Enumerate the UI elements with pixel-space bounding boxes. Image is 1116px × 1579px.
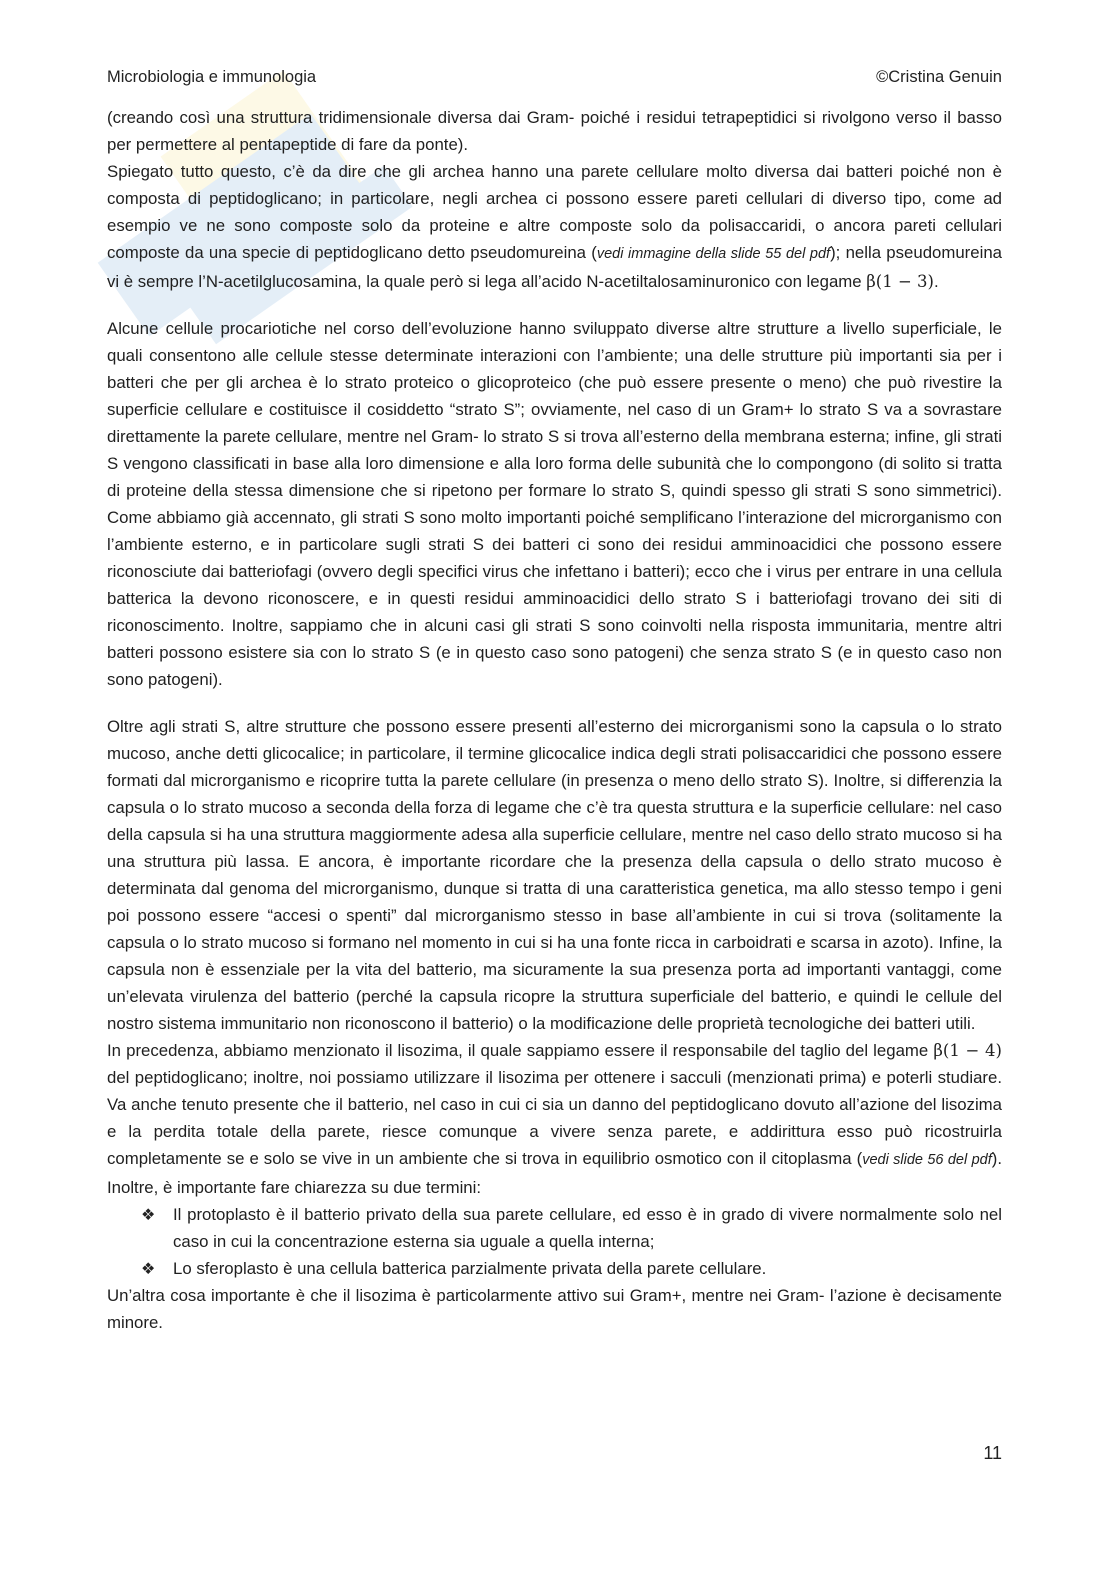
list-item-text: Il protoplasto è il batterio privato della sua parete cellulare, ed esso è in grado di vivere normalmente solo nel caso in cui la concentrazione esterna sia uguale a quella interna; bbox=[173, 1205, 1002, 1251]
paragraph-strato-s: Alcune cellule procariotiche nel corso dell’evoluzione hanno sviluppato diverse altre strutture a livello superficiale, le quali consentono alle cellule stesse determinate interazioni con l’ambiente; una delle strutture più importanti sia per i batteri che per gli archea è lo strato proteico o glicoproteico (che può essere presente o meno) che può rivestire la superficie cellulare e costituisce il cosiddetto “strato S”; ovviamente, nel caso di un Gram+ lo strato S va a sovrastare direttamente la parete cellulare, mentre nel Gram- lo strato S si trova all’esterno della membrana esterna; infine, gli strati S vengono classificati in base alla loro dimensione e alla loro forma delle subunità che lo compongono (di solito si tratta di proteine della stessa dimensione che si ripetono per formare lo strato S, quindi spesso gli strati S sono simmetrici). Come abbiamo già accennato, gli strati S sono molto importanti poiché semplificano l’interazione del microrganismo con l’ambiente esterno, e in particolare sugli strati S dei batteri ci sono dei residui amminoacidici che possono essere riconosciute dai batteriofagi (ovvero degli specifici virus che infettano i batteri); ecco che i virus per entrare in una cellula batterica la devono riconoscere, e in questi residui amminoacidici dello strato S i batteriofagi trovano dei siti di riconoscimento. Inoltre, sappiamo che in alcuni casi gli strati S sono coinvolti nella risposta immunitaria, mentre altri batteri possono esistere sia con lo strato S (e in questo caso sono patogeni) che senza strato S (e in questo caso non sono patogeni). bbox=[107, 319, 1002, 689]
paragraph-archea-text-2: ); nella pseudomureina vi è sempre l’N-acetilglucosamina, la quale però si lega all’acido N-acetiltalosaminuronico con legame bbox=[107, 243, 1002, 291]
formula-beta-1-4: β(1 − 4) bbox=[933, 1041, 1002, 1060]
paragraph-gap bbox=[107, 693, 1002, 713]
paragraph-lisozima-end: ). Inoltre, è importante fare chiarezza su due termini: bbox=[107, 1149, 1002, 1197]
slide-reference: vedi immagine della slide 55 del pdf bbox=[596, 246, 831, 262]
page-body bbox=[107, 104, 1002, 1336]
list-item bbox=[107, 1255, 1002, 1282]
paragraph-conclusion: Un’altra cosa importante è che il lisozima è particolarmente attivo sui Gram+, mentre nei Gram- l’azione è decisamente minore. bbox=[107, 1286, 1002, 1332]
paragraph-lisozima-text-2: del peptidoglicano; inoltre, noi possiamo utilizzare il lisozima per ottenere i sacculi (menzionati prima) e poterli studiare. Va anche tenuto presente che il batterio, nel caso in cui ci sia un danno del peptidoglicano dovuto all’azione del lisozima e la perdita totale della parete, riesce comunque a vivere senza parete, e addirittura esso può ricostruirla completamente se e solo se vive in un ambiente che si trova in equilibrio osmotico con il citoplasma ( bbox=[107, 1068, 1002, 1168]
paragraph-lisozima-text: In precedenza, abbiamo menzionato il lisozima, il quale sappiamo essere il responsabile del taglio del legame bbox=[107, 1041, 934, 1060]
paragraph-archea-text: Spiegato tutto questo, c’è da dire che gli archea hanno una parete cellulare molto diversa dai batteri poiché non è composta di peptidoglicano; in particolare, negli archea ci possono essere pareti cellulari di diverso tipo, come ad esempio ve ne sono composte solo da proteine e altre composte solo da polisaccaridi, o ancora pareti cellulari composte da una specie di peptidoglicano detto pseudomureina ( bbox=[107, 162, 1002, 262]
diamond-bullet-icon: ❖ bbox=[141, 1205, 156, 1224]
list-item bbox=[107, 1201, 1002, 1255]
paragraph-archea-end: . bbox=[934, 272, 939, 291]
list-item-text: Lo sferoplasto è una cellula batterica parzialmente privata della parete cellulare. bbox=[173, 1259, 767, 1278]
header-course-title: Microbiologia e immunologia bbox=[107, 68, 317, 86]
definition-list bbox=[107, 1201, 1002, 1282]
header-author: ©Cristina Genuin bbox=[876, 68, 1002, 86]
paragraph-glicocalice: Oltre agli strati S, altre strutture che possono essere presenti all’esterno dei microrganismi sono la capsula o lo strato mucoso, anche detti glicocalice; in particolare, il termine glicocalice indica degli strati polisaccaridici che possono essere formati dal microrganismo e ricoprire tutta la parete cellulare (in presenza o meno dello strato S). Inoltre, si differenzia la capsula o lo strato mucoso a seconda della forza di legame che c’è tra questa struttura e la superficie cellulare: nel caso della capsula si ha una struttura maggiormente adesa alla superficie cellulare, mentre nel caso dello strato mucoso si ha una struttura più lassa. E ancora, è importante ricordare che la presenza della capsula o dello strato mucoso è determinata dal genoma del microrganismo, dunque si tratta di una caratteristica genetica, ma allo stesso tempo i geni poi possono essere “accesi o spenti” dal microrganismo stesso in base all’ambiente in cui si trova (solitamente la capsula o lo strato mucoso si formano nel momento in cui si ha una fonte ricca in carboidrati e scarsa in azoto). Infine, la capsula non è essenziale per la vita del batterio, ma sicuramente la sua presenza porta ad importanti vantaggi, come un’elevata virulenza del batterio (perché la capsula ricopre la struttura superficiale del batterio, e quindi le cellule del nostro sistema immunitario non riconoscono il batterio) o la modificazione delle proprietà tecnologiche dei batteri utili. bbox=[107, 717, 1002, 1033]
paragraph-archea bbox=[107, 158, 1002, 295]
page-number: 11 bbox=[983, 1443, 1002, 1463]
page-header bbox=[107, 68, 1002, 87]
paragraph-gap bbox=[107, 295, 1002, 315]
formula-beta-1-3: β(1 − 3) bbox=[866, 272, 934, 291]
paragraph-lisozima bbox=[107, 1037, 1002, 1201]
paragraph-continuation: (creando così una struttura tridimensionale diversa dai Gram- poiché i residui tetrapeptidici si rivolgono verso il basso per permettere al pentapeptide di fare da ponte). bbox=[107, 108, 1002, 154]
slide-reference: vedi slide 56 del pdf bbox=[862, 1152, 992, 1168]
diamond-bullet-icon: ❖ bbox=[141, 1259, 156, 1278]
